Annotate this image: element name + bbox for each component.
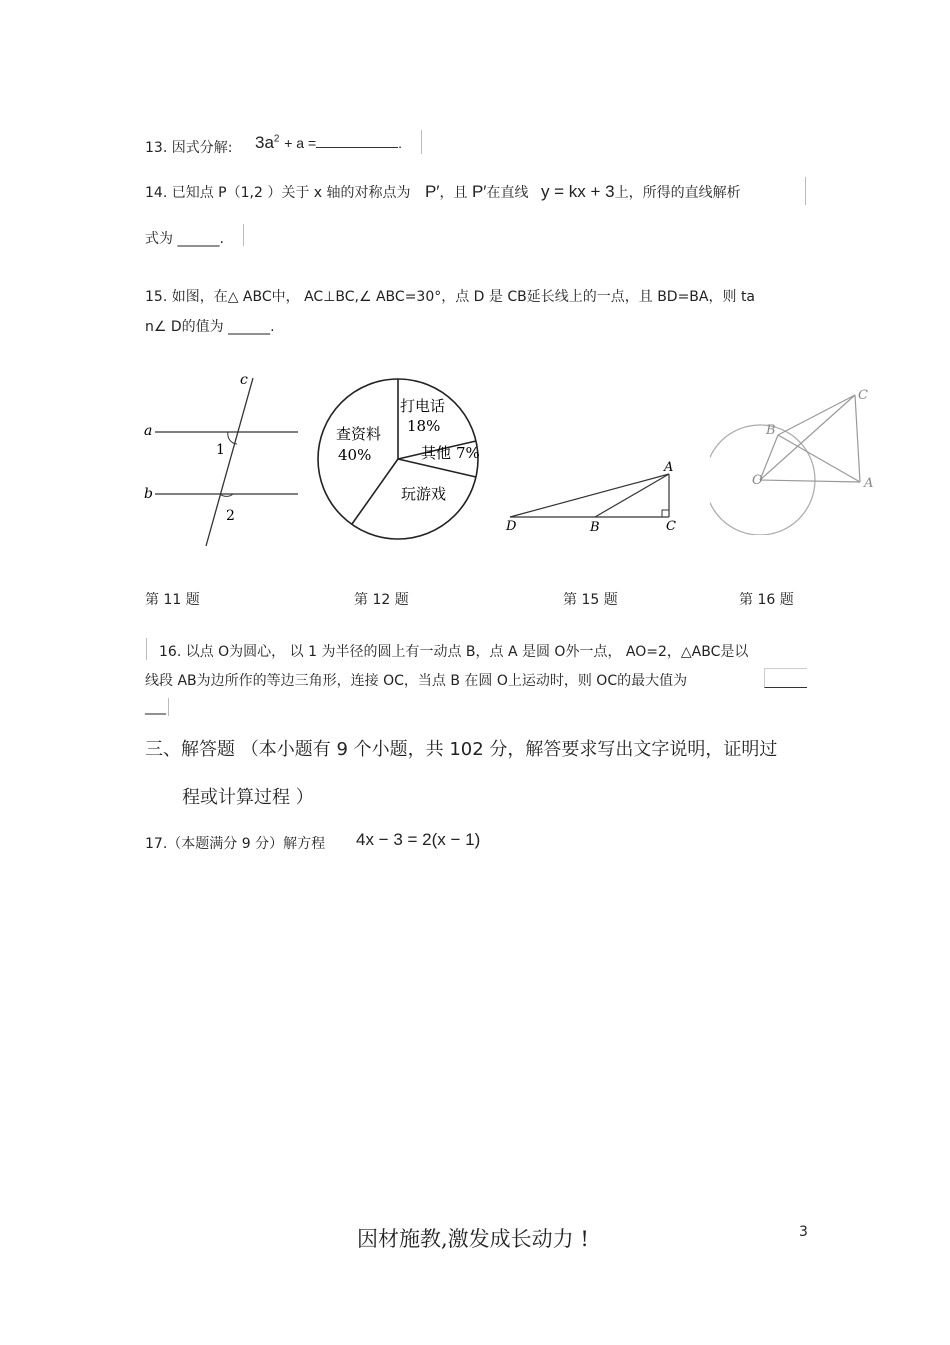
caption-fig16: 第 16 题 [739, 592, 794, 608]
figure-11 [140, 368, 305, 553]
q13-divider [421, 130, 422, 154]
label-B: B [766, 423, 776, 438]
q14-prefix: 14. 已知点 P（1,2 ）关于 x 轴的对称点为 [145, 185, 411, 201]
caption-fig15: 第 15 题 [563, 592, 618, 608]
figure-12-pie-chart [310, 368, 490, 553]
q14-p-prime: P′ [424, 182, 440, 201]
segment-oa [760, 480, 860, 482]
q16-line3: ___ [145, 699, 166, 715]
caption-fig11: 第 11 题 [145, 592, 200, 608]
q14-p-prime-2: P′ [471, 182, 487, 201]
label-b: b [144, 486, 153, 502]
label-1: 1 [216, 442, 225, 458]
q13-expression [255, 133, 402, 153]
q16-answer-blank [764, 668, 807, 688]
slice-label-call: 打电话 [400, 397, 446, 415]
label-D: D [506, 519, 517, 534]
q14-suffix: 上，所得的直线解析 [614, 185, 741, 201]
figure-16 [710, 380, 890, 535]
q16-line1: 16. 以点 O为圆心， 以 1 为半径的圆上有一动点 B，点 A 是圆 O外一点， AO=2，△ABC是以 [159, 644, 749, 660]
q14-line1 [145, 182, 741, 202]
segment-da [510, 474, 669, 517]
q14-mid: ，且 [439, 185, 468, 201]
page-number: 3 [799, 1224, 808, 1240]
segment-ba [778, 435, 860, 482]
label-C: C [858, 388, 868, 403]
label-A: A [864, 476, 874, 491]
q13-expr-exponent: 2 [273, 133, 280, 145]
q13-label: 13. 因式分解: [145, 140, 233, 156]
segment-ba [595, 474, 669, 517]
q16-line2: 线段 AB为边所作的等边三角形，连接 OC，当点 B 在圆 O上运动时，则 OC的最大值为 [145, 673, 688, 689]
segment-ob [760, 435, 778, 480]
label-O: O [752, 473, 763, 488]
slice-value-call: 18% [407, 417, 441, 435]
segment-ca [855, 395, 860, 482]
q15-line1: 15. 如图，在△ ABC中， AC⊥BC,∠ ABC=30°，点 D 是 CB延长线上的一点，且 BD=BA，则 ta [145, 289, 756, 305]
caption-fig12: 第 12 题 [354, 592, 409, 608]
label-A: A [664, 460, 674, 475]
q13-answer-blank [316, 133, 398, 148]
q14-line2: 式为 ______. [145, 231, 224, 247]
figure-15 [498, 455, 688, 540]
label-C: C [666, 519, 676, 534]
section-3-heading: 三、解答题 （本小题有 9 个小题，共 102 分，解答要求写出文字说明，证明过 [145, 739, 778, 760]
label-B: B [590, 520, 600, 535]
q14-equation: y = kx + 3 [540, 182, 615, 201]
pie-divider-bottom [352, 459, 398, 524]
slice-label-research: 查资料 [336, 425, 382, 443]
label-c: c [240, 372, 248, 388]
q14-mid2: 在直线 [486, 185, 529, 201]
q16-divider [146, 638, 147, 660]
q13-expr-base: 3a [255, 133, 274, 152]
footer-slogan: 因材施教,激发成长动力 ! [357, 1227, 589, 1251]
slice-value-other: 7% [456, 444, 480, 462]
right-angle-mark [662, 510, 669, 517]
q13-expr-rest: + a = [284, 135, 317, 151]
label-2: 2 [226, 508, 235, 524]
q15-line2: n∠ D的值为 ______. [145, 319, 275, 335]
q16-divider-2 [168, 698, 169, 716]
q13-end: . [398, 135, 403, 151]
slice-value-research: 40% [338, 446, 372, 464]
q17-label: 17.（本题满分 9 分）解方程 [145, 836, 326, 852]
q14-divider [805, 177, 806, 205]
label-a: a [144, 423, 153, 439]
section-3-heading-line2: 程或计算过程 ） [182, 787, 314, 808]
slice-label-games: 玩游戏 [401, 485, 447, 503]
q17-equation: 4x − 3 = 2(x − 1) [356, 830, 481, 849]
q14-divider-2 [243, 224, 244, 246]
slice-label-other: 其他 [421, 444, 452, 462]
